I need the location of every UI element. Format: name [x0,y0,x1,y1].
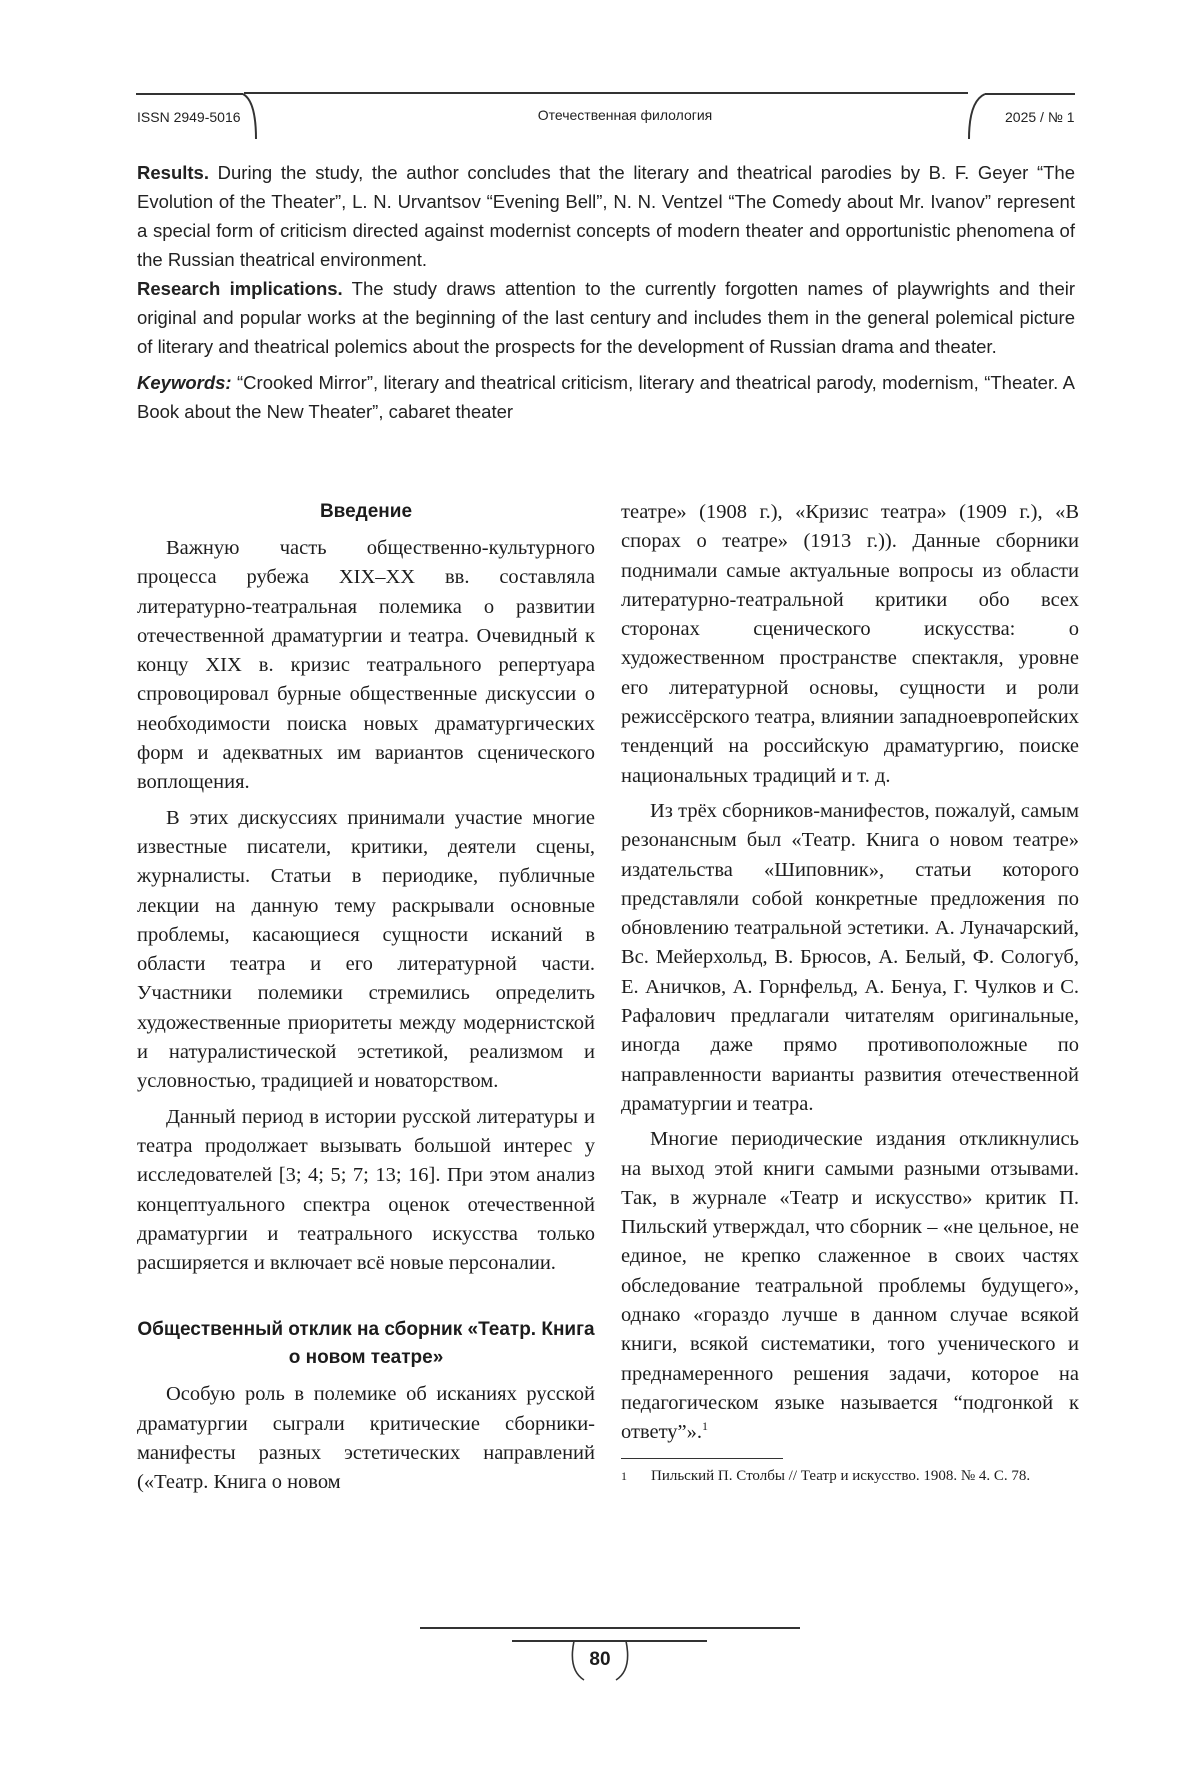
keywords-label: Keywords: [137,372,232,393]
paragraph: Важную часть общественно-культурного процесса рубежа XIX–XX вв. составляла литературно-театральная полемика о развитии отечественной драматургии и театра. Очевидный к концу XIX в. кризис театрального репертуара спровоцировал бурные общественные дискуссии о необходимости поиска новых драматургических форм и адекватных им вариантов сценического воплощения. [137,537,595,794]
footnote [621,1465,1079,1487]
paragraph: Особую роль в полемике об исканиях русской драматургии сыграли критические сборники-манифесты разных эстетических направлений («Театр. Книга о новом [137,1383,595,1494]
keywords-text: “Crooked Mirror”, literary and theatrical criticism, literary and theatrical parody, modernism, “Theater. A Book about the New Theater”, cabaret theater [137,372,1075,422]
footnote-number: 1 [621,1468,627,1483]
right-column [621,498,1079,1487]
footnote-text: Пильский П. Столбы // Театр и искусство. 1908. № 4. С. 78. [651,1467,1031,1484]
journal-title: Отечественная филология [537,107,713,123]
abstract-keywords [137,368,1075,426]
header-curve-right [963,93,987,141]
results-label: Results. [137,162,209,183]
implications-text: The study draws attention to the currently forgotten names of playwrights and their original and popular works at the beginning of the last century and includes them in the general polemical picture of literary and theatrical polemics about the prospects for the development of Russian drama and theater. [137,278,1076,357]
paragraph-with-footnote [621,1125,1079,1447]
header-rule-right [985,93,1075,95]
paragraph: театре» (1908 г.), «Кризис театра» (1909 г.), «В спорах о театре» (1913 г.)). Данные сборники поднимали самые актуальные вопросы из области литературно-театральной критики обо всех сторонах сценического искусства: о художественном пространстве спектакля, уровне его литературной основы, сущности и роли режиссёрского театра, влиянии западноевропейских тенденций на российскую драматургию, поиске национальных традиций и т. д. [621,501,1079,787]
paragraph: В этих дискуссиях принимали участие многие известные писатели, критики, деятели сцены, журналисты. Статьи в периодике, публичные лекции на данную тему раскрывали основные проблемы, касающиеся сущности исканий в области театра и его литературной части. Участники полемики стремились определить художественные приоритеты между модернистской и натуралистической эстетикой, реализмом и условностью, традицией и новаторством. [137,806,595,1093]
header-curve-left [238,93,260,141]
issue-number: 2025 / № 1 [1005,109,1075,125]
page-number: 80 [589,1649,611,1670]
implications-label: Research implications. [137,278,343,299]
heading-introduction: Введение [319,501,413,522]
paragraph: Данный период в истории русской литературы и театра продолжает вызывать большой интерес у исследователей [3; 4; 5; 7; 13; 16]. При этом анализ концептуального спектра оценок отечественной драматургии и театрального искусства только расширяется и включает всё новые персоналии. [137,1105,595,1275]
footnote-rule [621,1458,783,1459]
paragraph-text: Многие периодические издания откликнулись на выход этой книги самыми разными отзывами. Так, в журнале «Театр и искусство» критик П. Пильский утверждал, что сборник – «не цельное, не единое, не крепко слаженное в своих частях обследование театральной проблемы будущего», однако «гораздо лучше в данном случае всякой книги, всякой систематики, того ученического и преднамеренного решения задачи, которое на педагогическом языке называется “подгонкой к ответу”». [621,1128,1079,1444]
left-column [137,498,595,1504]
paragraph: Из трёх сборников-манифестов, пожалуй, самым резонансным был «Театр. Книга о новом театре» издательства «Шиповник», статьи которого представляли собой конкретные предложения по обновлению театральной эстетики. А. Луначарский, Вс. Мейерхольд, В. Брюсов, А. Белый, Ф. Сологуб, Е. Аничков, А. Горнфельд, А. Бенуа, Г. Чулков и С. Рафалович предлагали читателям оригинальные, иногда даже прямо противоположные по направленности варианты развития отечественной драматургии и театра. [621,799,1079,1115]
footnote-ref[interactable]: 1 [702,1419,709,1434]
abstract [137,158,1075,426]
header-top-rule [238,92,988,96]
results-text: During the study, the author concludes that the literary and theatrical parodies by B. F. Geyer “The Evolution of the Theater”, L. N. Urvantsov “Evening Bell”, N. N. Ventzel “The Comedy about Mr. Ivanov” represent a special form of criticism directed against modernist concepts of modern theater and opportunistic phenomena of the Russian theatrical environment. [137,162,1075,270]
abstract-results [137,158,1075,274]
issn: ISSN 2949-5016 [137,109,241,125]
header-rule-left [136,93,243,95]
heading-section: Общественный отклик на сборник «Театр. Книга о новом театре» [137,1319,595,1369]
footer-rule-top [420,1627,800,1629]
abstract-implications [137,274,1075,361]
